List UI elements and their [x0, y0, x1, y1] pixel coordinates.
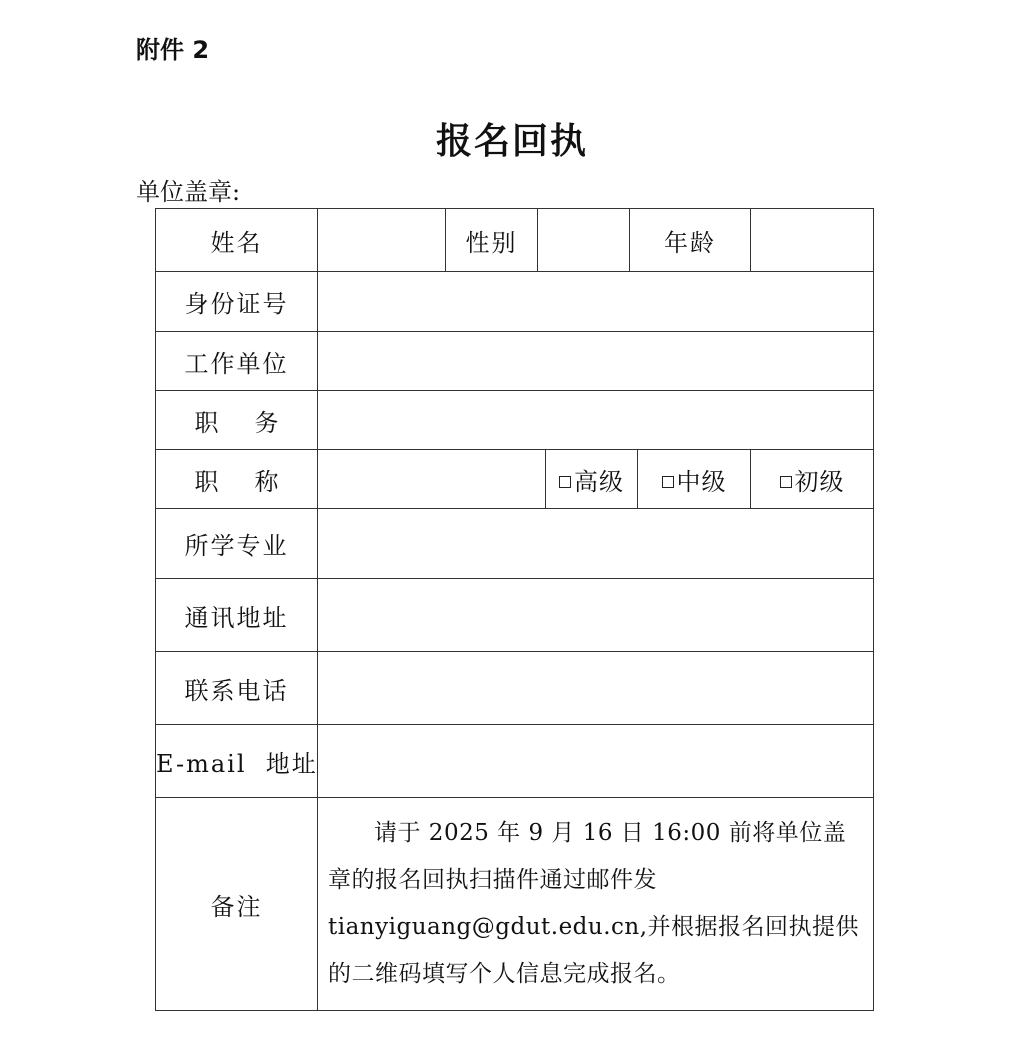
major-field[interactable] [318, 509, 874, 579]
email-field[interactable] [318, 725, 874, 798]
gender-label: 性别 [446, 209, 538, 272]
option-senior[interactable] [546, 450, 638, 509]
form-row-id [156, 272, 874, 332]
senior-option-label: 高级 [574, 467, 624, 496]
name-field[interactable] [318, 209, 446, 272]
page-title: 报名回执 [435, 120, 588, 162]
phone-field[interactable] [318, 652, 874, 725]
option-junior[interactable] [751, 450, 874, 509]
remark-label: 备注 [156, 798, 318, 1011]
age-field[interactable] [751, 209, 874, 272]
form-row-name [156, 209, 874, 272]
id-number-label: 身份证号 [156, 272, 318, 332]
age-label: 年龄 [630, 209, 751, 272]
attachment-label: 附件 2 [136, 36, 210, 64]
junior-option-label: 初级 [794, 467, 845, 496]
remark-cell [318, 798, 874, 1011]
professional-title-field[interactable] [318, 450, 546, 509]
name-label: 姓名 [156, 209, 318, 272]
form-row-position [156, 391, 874, 450]
professional-title-label [156, 450, 318, 509]
option-middle[interactable] [638, 450, 751, 509]
address-field[interactable] [318, 579, 874, 652]
form-row-remark [156, 798, 874, 1011]
address-label: 通讯地址 [156, 579, 318, 652]
form-row-workplace [156, 332, 874, 391]
position-field[interactable] [318, 391, 874, 450]
position-label-part-2: 务 [254, 408, 279, 437]
workplace-field[interactable] [318, 332, 874, 391]
position-label-part-1: 职 [194, 408, 219, 437]
senior-checkbox[interactable] [559, 476, 571, 488]
phone-label: 联系电话 [156, 652, 318, 725]
middle-option-label: 中级 [676, 467, 727, 496]
form-row-title [156, 450, 874, 509]
form-row-phone [156, 652, 874, 725]
position-label [156, 391, 318, 450]
form-row-address [156, 579, 874, 652]
workplace-label: 工作单位 [156, 332, 318, 391]
major-label: 所学专业 [156, 509, 318, 579]
unit-seal-label: 单位盖章: [136, 178, 241, 206]
junior-checkbox[interactable] [780, 476, 792, 488]
email-label: E-mail 地址 [156, 725, 318, 798]
form-row-major [156, 509, 874, 579]
gender-field[interactable] [538, 209, 630, 272]
registration-form-table [155, 208, 874, 1011]
form-row-email [156, 725, 874, 798]
title-label-part-1: 职 [194, 467, 219, 496]
title-label-part-2: 称 [254, 467, 279, 496]
middle-checkbox[interactable] [662, 476, 674, 488]
id-number-field[interactable] [318, 272, 874, 332]
remark-text: 请于 2025 年 9 月 16 日 16:00 前将单位盖章的报名回执扫描件通过邮件发 tianyiguang@gdut.edu.cn,并根据报名回执提供的二维码填写个人信息完成报名。 [328, 820, 860, 987]
